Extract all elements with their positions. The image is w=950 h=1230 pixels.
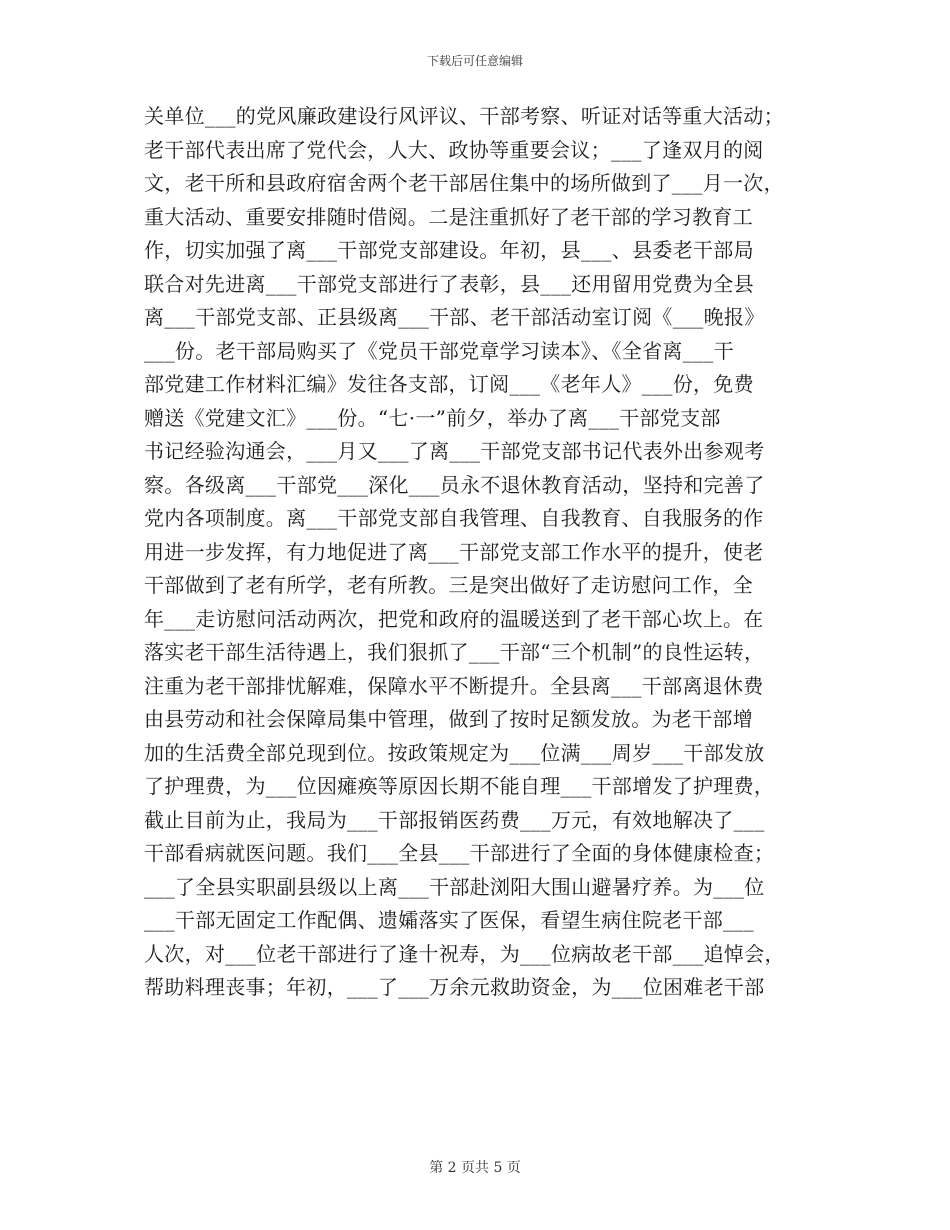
page-footer: 第 2 页共 5 页 — [429, 1160, 521, 1176]
page-header: 下载后可任意编辑 — [426, 54, 523, 68]
text-line: 落实老干部生活待遇上，我们狠抓了___干部“三个机制”的良性运转， — [144, 640, 765, 664]
text-line: 年___走访慰问活动两次，把党和政府的温暖送到了老干部心坎上。在 — [144, 606, 764, 631]
text-line: 作，切实加强了离___干部党支部建设。年初，县___、县委老干部局 — [144, 238, 754, 262]
text-line: 联合对先进离___干部党支部进行了表彰，县___还用留用党费为全县 — [144, 271, 754, 296]
text-line: 干部做到了老有所学，老有所教。三是突出做好了走访慰问工作，全 — [144, 573, 753, 597]
text-line: 党内各项制度。离___干部党支部自我管理、自我教育、自我服务的作 — [144, 506, 764, 530]
text-line: 由县劳动和社会保障局集中管理，做到了按时足额发放。为老干部增 — [144, 707, 753, 731]
text-line: 加的生活费全部兑现到位。按政策规定为___位满___周岁___干部发放 — [144, 740, 765, 765]
text-line: ___份。老干部局购买了《党员干部党章学习读本》、《全省离___干 — [144, 338, 734, 363]
text-line: 老干部代表出席了党代会，人大、政协等重要会议；___了逢双月的阅 — [144, 137, 764, 162]
document-body — [144, 100, 814, 1005]
text-line: 截止目前为止，我局为___干部报销医药费___万元，有效地解决了___ — [144, 807, 765, 832]
text-line: 离___干部党支部、正县级离___干部、老干部活动室订阅《___晚报》 — [144, 305, 765, 329]
text-line: 察。各级离___干部党___深化___员永不退休教育活动，坚持和完善了 — [144, 472, 765, 497]
text-line: 书记经验沟通会，___月又___了离___干部党支部书记代表外出参观考 — [144, 439, 765, 463]
text-line: ___干部无固定工作配偶、遗孀落实了医保，看望生病住院老干部___ — [144, 908, 754, 932]
text-line: 帮助料理丧事；年初，___了___万余元救助资金，为___位困难老干部 — [144, 975, 765, 999]
text-line: 用进一步发挥，有力地促进了离___干部党支部工作水平的提升，使老 — [144, 539, 764, 564]
text-line: 赠送《党建文汇》___份。“七·一”前夕，举办了离___干部党支部 — [144, 405, 721, 430]
text-line: 文，老干所和县政府宿舍两个老干部居住集中的场所做到了___月一次， — [144, 171, 784, 195]
text-line: 部党建工作材料汇编》发往各支部，订阅___《老年人》___份，免费 — [144, 372, 754, 396]
text-line: 注重为老干部排忧解难，保障水平不断提升。全县离___干部离退休费 — [144, 673, 764, 698]
text-line: 关单位___的党风廉政建设行风评议、干部考察、听证对话等重大活动； — [144, 104, 784, 128]
text-line: ___了全县实职副县级以上离___干部赴浏阳大围山避暑疗养。为___位 — [144, 874, 765, 899]
text-line: 了护理费，为___位因瘫痪等原因长期不能自理___干部增发了护理费， — [144, 774, 775, 798]
text-line: 干部看病就医问题。我们___全县___干部进行了全面的身体健康检查； — [144, 841, 775, 865]
text-line: 人次，对___位老干部进行了逢十祝寿，为___位病故老干部___追悼会， — [144, 941, 785, 966]
text-line: 重大活动、重要安排随时借阅。二是注重抓好了老干部的学习教育工 — [144, 204, 753, 229]
